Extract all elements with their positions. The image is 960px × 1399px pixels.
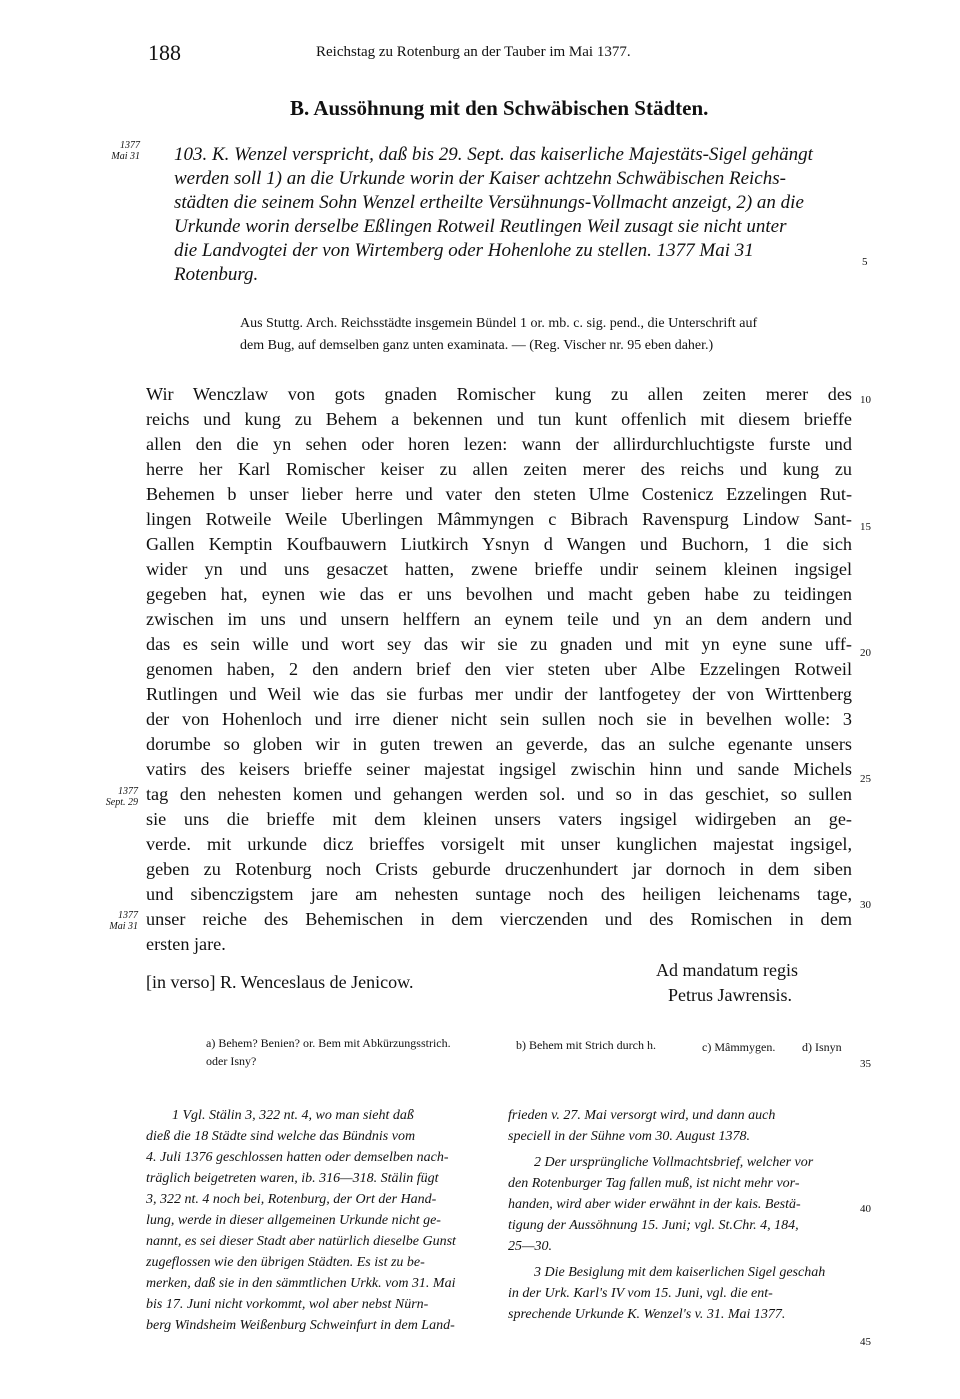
source-line: Aus Stuttg. Arch. Reichsstädte insgemein Bündel 1 or. mb. c. sig. pend., die Unterschrift auf xyxy=(240,316,758,331)
charter-line: dorumbe so globen wir in guten trewen an geverde, das an sulche egenante unsers xyxy=(146,734,852,754)
charter-line: wider yn und uns gesaczet hatten, zwene brieffe undir seinem kleinen ingsigel xyxy=(146,559,852,579)
source-line: dem Bug, auf demselben ganz unten examinata. — (Reg. Vischer nr. 95 eben daher.) xyxy=(240,338,714,353)
variant-note: c) Mâmmygen. xyxy=(702,1040,776,1054)
margin-date: Mai 31 xyxy=(109,921,138,932)
line-number: 25 xyxy=(860,773,871,785)
margin-date: Mai 31 xyxy=(111,151,140,162)
footnote-line: 3, 322 nt. 4 noch bei, Rotenburg, der Ort der Hand- xyxy=(146,1192,437,1207)
charter-line: vatirs des keisers brieffe seiner majestat ingsigel zwischin hinn und sande Michels xyxy=(146,759,852,779)
line-number: 15 xyxy=(860,521,871,533)
regest-line: städten die seinem Sohn Wenzel ertheilte Versühnungs-Vollmacht anzeigt, 2) an die xyxy=(174,192,804,213)
footnote-line: bis 17. Juni nicht vorkommt, wol aber nebst Nürn- xyxy=(146,1297,429,1312)
footnote-line: handen, wird aber wider erwähnt in der kais. Bestä- xyxy=(508,1197,801,1212)
line-number: 35 xyxy=(860,1058,871,1070)
charter-line: der von Hohenloch und irre diener nicht sein sullen noch sie in bevelhen wolle: 3 xyxy=(146,709,852,729)
regest-line: die Landvogtei der von Wirtemberg oder Hohenlohe zu stellen. 1377 Mai 31 xyxy=(174,240,754,261)
line-number: 40 xyxy=(860,1203,871,1215)
charter-line: verde. mit urkunde dicz brieffes vorsigelt mit unser kunglichen majestat ingsigel, xyxy=(146,834,852,854)
footnote-line: nannt, es sei dieser Stadt aber natürlich dieselbe Gunst xyxy=(146,1234,456,1249)
footnote-line: zugeflossen wie den übrigen Städten. Es ist zu be- xyxy=(146,1255,425,1270)
footnote-line: den Rotenburger Tag fallen muß, ist nicht mehr vor- xyxy=(508,1176,800,1191)
variant-note: a) Behem? Benien? or. Bem mit Abkürzungsstrich. xyxy=(206,1036,451,1050)
footnote-line: 4. Juli 1376 geschlossen hatten oder demselben nach- xyxy=(146,1150,449,1165)
footnote-line: speciell in der Sühne vom 30. August 1378. xyxy=(508,1129,750,1144)
footnote-line: frieden v. 27. Mai versorgt wird, und dann auch xyxy=(508,1108,776,1123)
variant-note: d) Isnyn xyxy=(802,1040,842,1054)
margin-date-note xyxy=(102,910,138,932)
line-number: 10 xyxy=(860,394,871,406)
charter-line: lingen Rotweile Weile Uberlingen Mâmmyngen c Bibrach Ravenspurg Lindow Sant- xyxy=(146,509,852,529)
margin-date: Sept. 29 xyxy=(105,797,138,808)
regest-line: 103. K. Wenzel verspricht, daß bis 29. Sept. das kaiserliche Majestäts-Sigel gehängt xyxy=(174,144,813,165)
charter-line: und sibenczigstem jare am nehesten suntage noch des heiligen leichenams tage, xyxy=(146,884,852,904)
section-title: B. Aussöhnung mit den Schwäbischen Städten. xyxy=(290,96,709,120)
regest-line: werden soll 1) an die Urkunde worin der Kaiser achtzehn Schwäbischen Reichs- xyxy=(174,168,786,189)
margin-date-note xyxy=(100,786,138,808)
charter-line: sie uns die brieffe mit dem kleinen unsers vaters ingsigel widirgeben an ge- xyxy=(146,809,852,829)
footnote-line: merken, daß sie in den sämmtlichen Urkk. vom 31. Mai xyxy=(146,1276,456,1291)
regest-line: Urkunde worin derselbe Eßlingen Rotweil Reutlingen Weil zusagt sie nicht unter xyxy=(174,216,787,237)
mandate-signature: Petrus Jawrensis. xyxy=(668,985,792,1005)
charter-line: allen den die yn sehen oder horen lezen: wann der allirdurchluchtigste furste und xyxy=(146,434,852,454)
charter-line: gegeben hat, eynen wie das er uns bevolhen und macht geben habe zu teidingen xyxy=(146,584,852,604)
charter-line: das es sein wille und wort sey das wir sie zu gnaden und mit yn eyne sune uff- xyxy=(146,634,852,654)
margin-date-note xyxy=(104,140,140,162)
charter-line: reichs und kung zu Behem a bekennen und tun kunt offenlich mit diesem brieffe xyxy=(146,409,852,429)
line-number: 45 xyxy=(860,1336,871,1348)
charter-line: geben zu Rotenburg noch Crists geburde druczenhundert jar dornoch in dem siben xyxy=(146,859,852,879)
line-number: 20 xyxy=(860,647,871,659)
running-head: Reichstag zu Rotenburg an der Tauber im Mai 1377. xyxy=(316,44,631,60)
variant-note: b) Behem mit Strich durch h. xyxy=(516,1038,656,1052)
regest-line: Rotenburg. xyxy=(174,264,259,285)
charter-line: zwischen im uns und unsern helffern an eynem teile und yn an dem andern und xyxy=(146,609,852,629)
verso-signature: [in verso] R. Wenceslaus de Jenicow. xyxy=(146,972,414,992)
charter-line: Wir Wenczlaw von gots gnaden Romischer kung zu allen zeiten merer des xyxy=(146,384,852,404)
footnote-line: 1 Vgl. Stälin 3, 322 nt. 4, wo man sieht daß xyxy=(172,1108,414,1123)
charter-line: tag den nehesten komen und gehangen werden sol. und so in das geschiet, so sullen xyxy=(146,784,852,804)
charter-line: unser reiche des Behemischen in dem vierczenden und des Romischen in dem xyxy=(146,909,852,929)
footnote-line: dieß die 18 Städte sind welche das Bündnis vom xyxy=(146,1129,416,1144)
line-number: 5 xyxy=(862,256,868,268)
footnote-line: lung, werde in dieser allgemeinen Urkunde nicht ge- xyxy=(146,1213,441,1228)
line-number: 30 xyxy=(860,899,871,911)
footnote-line: träglich beigetreten waren, ib. 316—318. Stälin fügt xyxy=(146,1171,439,1186)
charter-line: Rutlingen und Weil wie das sie furbas mer undir der lantfogetey der von Wirttenberg xyxy=(146,684,852,704)
margin-year: 1377 xyxy=(120,140,140,151)
footnote-line: 25—30. xyxy=(508,1239,552,1254)
variant-note: oder Isny? xyxy=(206,1054,257,1068)
footnote-line: sprechende Urkunde K. Wenzel's v. 31. Mai 1377. xyxy=(508,1307,786,1322)
charter-line: Behemen b unser lieber herre und vater den steten Ulme Costenicz Ezzelingen Rut- xyxy=(146,484,852,504)
footnote-line: tigung der Aussöhnung 15. Juni; vgl. St.Chr. 4, 184, xyxy=(508,1218,799,1233)
charter-line: Gallen Kemptin Koufbauwern Liutkirch Ysnyn d Wangen und Buchorn, 1 die sich xyxy=(146,534,852,554)
footnote-line: 2 Der ursprüngliche Vollmachtsbrief, welcher vor xyxy=(534,1155,814,1170)
footnote-line: 3 Die Besiglung mit dem kaiserlichen Sigel geschah xyxy=(534,1265,826,1280)
margin-year: 1377 xyxy=(118,786,138,797)
charter-line: genomen haben, 2 den andern brief den vier steten uber Albe Ezzelingen Rotweil xyxy=(146,659,852,679)
mandate-line: Ad mandatum regis xyxy=(656,960,798,980)
footnote-line: in der Urk. Karl's IV vom 15. Juni, vgl. die ent- xyxy=(508,1286,773,1301)
margin-year: 1377 xyxy=(118,910,138,921)
footnote-line: berg Windsheim Weißenburg Schweinfurt in dem Land- xyxy=(146,1318,455,1333)
charter-line: ersten jare. xyxy=(146,934,226,954)
charter-line: herre her Karl Romischer keiser zu allen zeiten merer des reichs und kung zu xyxy=(146,459,852,479)
page-number: 188 xyxy=(148,40,181,65)
